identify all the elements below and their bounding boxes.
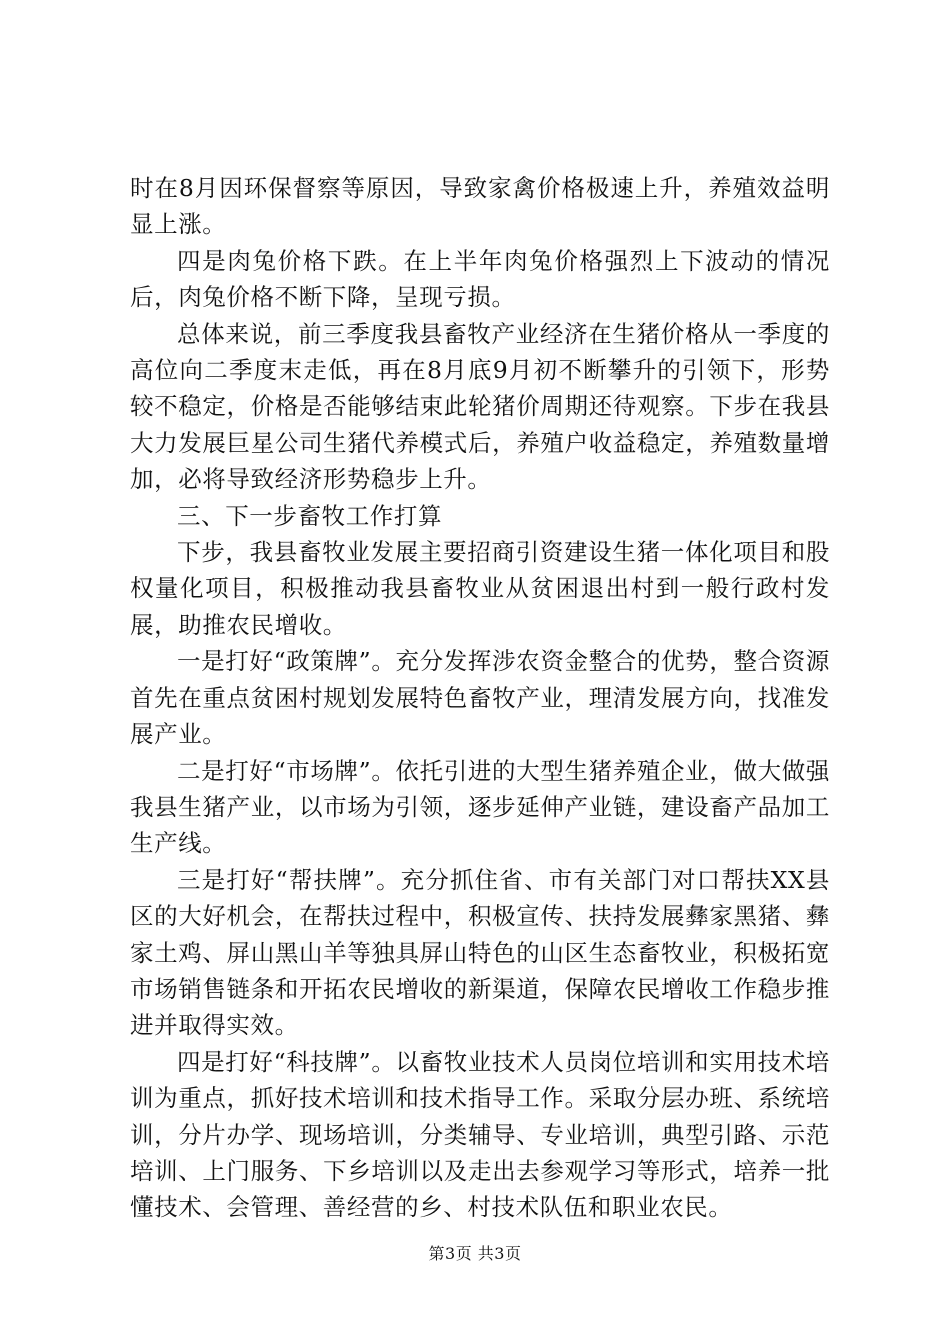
page-footer: 第3页 共3页 (428, 1244, 522, 1263)
paragraph-rabbit-price: 四是肉兔价格下跌。在上半年肉兔价格强烈上下波动的情况后，肉兔价格不断下降，呈现亏损。 (130, 246, 830, 312)
document-body (130, 170, 830, 1226)
paragraph-next-steps-intro: 下步，我县畜牧业发展主要招商引资建设生猪一体化项目和股权量化项目，积极推动我县畜牧业从贫困退出村到一般行政村发展，助推农民增收。 (130, 538, 830, 639)
paragraph-market-card: 二是打好“市场牌”。依托引进的大型生猪养殖企业，做大做强我县生猪产业，以市场为引领，逐步延伸产业链，建设畜产品加工生产线。 (130, 756, 830, 858)
paragraph-continued: 时在8月因环保督察等原因，导致家禽价格极速上升，养殖效益明显上涨。 (130, 174, 830, 239)
paragraph-assistance-card: 三是打好“帮扶牌”。充分抓住省、市有关部门对口帮扶XX县区的大好机会，在帮扶过程中，积极宣传、扶持发展彝家黑猪、彝家土鸡、屏山黑山羊等独具屏山特色的山区生态畜牧业，积极拓宽市场销售链条和开拓农民增收的新渠道，保障农民增收工作稳步推进并取得实效。 (130, 865, 830, 1040)
section-heading-next-steps: 三、下一步畜牧工作打算 (177, 501, 443, 530)
paragraph-policy-card: 一是打好“政策牌”。充分发挥涉农资金整合的优势，整合资源首先在重点贫困村规划发展特色畜牧产业，理清发展方向，找准发展产业。 (130, 647, 830, 749)
paragraph-technology-card: 四是打好“科技牌”。以畜牧业技术人员岗位培训和实用技术培训为重点，抓好技术培训和技术指导工作。采取分层办班、系统培训，分片办学、现场培训，分类辅导、专业培训，典型引路、示范培训、上门服务、下乡培训以及走出去参观学习等形式，培养一批懂技术、会管理、善经营的乡、村技术队伍和职业农民。 (130, 1047, 830, 1222)
paragraph-summary: 总体来说，前三季度我县畜牧产业经济在生猪价格从一季度的高位向二季度末走低，再在8月底9月初不断攀升的引领下，形势较不稳定，价格是否能够结束此轮猪价周期还待观察。下步在我县大力发展巨星公司生猪代养模式后，养殖户收益稳定，养殖数量增加，必将导致经济形势稳步上升。 (130, 319, 830, 494)
